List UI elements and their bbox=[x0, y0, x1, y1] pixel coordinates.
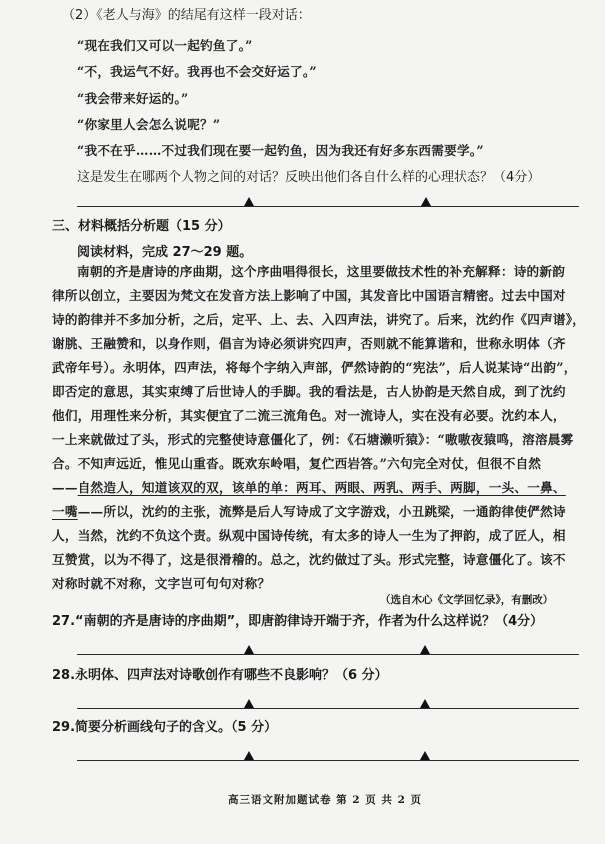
answer-marker-icon bbox=[244, 751, 254, 760]
passage-line-underlined-start bbox=[52, 480, 566, 496]
underlined-sentence-part1: 自然造人，知道该双的双，该单的单：两耳、两眼、两乳、两手、两脚，一头、一鼻、 bbox=[77, 480, 566, 495]
question-number: 29. bbox=[52, 720, 76, 735]
passage-line: 南朝的齐是唐诗的序曲期，这个序曲唱得很长，这里要做技术性的补充解释：诗的新韵 bbox=[77, 264, 566, 279]
answer-line bbox=[77, 654, 579, 655]
passage-line: 一上来就做过了头，形式的完整使诗意僵化了，例：《石塘濑听猿》：“嗷嗷夜猿鸣，溶溶晨雾 bbox=[52, 432, 574, 447]
dialogue-line-2: “不，我运气不好。我再也不会交好运了。” bbox=[77, 64, 317, 79]
answer-line bbox=[77, 760, 579, 761]
part2-question: 这是发生在哪两个人物之间的对话？反映出他们各自什么样的心理状态？（4分） bbox=[77, 170, 541, 185]
section3-heading: 三、材料概括分析题（15 分） bbox=[52, 219, 231, 234]
answer-marker-icon bbox=[244, 699, 254, 708]
part2-prompt: （2）《老人与海》的结尾有这样一段对话： bbox=[62, 8, 311, 23]
passage-line: 谢朓、王融赞和，以身作则，倡言为诗必须讲究四声，否则就不能算谐和，世称永明体（齐 bbox=[52, 336, 566, 351]
passage-line: 对称时就不对称，文字岂可句句对称？ bbox=[52, 576, 271, 591]
answer-marker-icon bbox=[420, 699, 430, 708]
question-28 bbox=[52, 668, 388, 684]
passage-line: 律所以创立，主要因为梵文在发音方法上影响了中国，其发音比中国语言精密。过去中国对 bbox=[52, 288, 566, 303]
section3-instruction: 阅读材料，完成 27～29 题。 bbox=[77, 245, 253, 260]
dialogue-line-4: “你家里人会怎么说呢？” bbox=[77, 117, 221, 132]
dialogue-line-3: “我会带来好运的。” bbox=[77, 91, 189, 106]
page-footer: 高三语文附加题试卷 第 2 页 共 2 页 bbox=[228, 794, 423, 806]
passage-line: 合。不知声远近，惟见山重沓。既欢东岭唱，复伫西岩答。”六句完全对仗，但很不自然 bbox=[52, 456, 542, 471]
question-text: 简要分析画线句子的含义。（5 分） bbox=[75, 720, 278, 735]
underlined-sentence-part2: 一嘴 bbox=[52, 504, 78, 519]
answer-marker-icon bbox=[421, 197, 431, 206]
passage-line: 武帝年号）。永明体，四声法，将每个字纳入声部，俨然诗韵的“宪法”，后人说某诗“出韵”， bbox=[52, 360, 577, 375]
passage-line: 互赞赏，以为不得了，这是很滑稽的。总之，沈约做过了头。形式完整，诗意僵化了。该不 bbox=[52, 552, 566, 567]
passage-line-underlined-end bbox=[52, 504, 566, 520]
question-text: 永明体、四声法对诗歌创作有哪些不良影响？（6 分） bbox=[75, 668, 388, 683]
question-number: 28. bbox=[52, 668, 76, 683]
passage-line: 他们，用理性来分析，其实便宜了二流三流角色。对一流诗人，实在没有必要。沈约本人， bbox=[52, 408, 566, 423]
passage-line: 诗的韵律并不多加分析，之后，定平、上、去、入四声法，讲究了。后来，沈约作《四声谱》， bbox=[52, 312, 586, 327]
answer-marker-icon bbox=[420, 645, 430, 654]
question-text: “南朝的齐是唐诗的序曲期”，即唐韵律诗开端于齐，作者为什么这样说？（4分） bbox=[75, 614, 544, 629]
line-suffix: ——所以，沈约的主张，流弊是后人写诗成了文字游戏，小丑跳梁，一通韵律使俨然诗 bbox=[77, 504, 566, 519]
question-27 bbox=[52, 614, 543, 630]
question-29 bbox=[52, 720, 277, 736]
passage-line: 即否定的意思，其实束缚了后世诗人的手脚。我的看法是，古人协韵是天然自成，到了沈约 bbox=[52, 384, 566, 399]
passage-source: （选自木心《文学回忆录》，有删改） bbox=[380, 594, 554, 606]
answer-line bbox=[77, 708, 579, 709]
dash-prefix: —— bbox=[52, 480, 78, 495]
answer-line bbox=[77, 206, 579, 207]
question-number: 27. bbox=[52, 614, 76, 629]
dialogue-line-5: “我不在乎……不过我们现在要一起钓鱼，因为我还有好多东西需要学。” bbox=[77, 143, 484, 158]
answer-marker-icon bbox=[244, 197, 254, 206]
answer-marker-icon bbox=[244, 645, 254, 654]
answer-marker-icon bbox=[420, 751, 430, 760]
dialogue-line-1: “现在我们又可以一起钓鱼了。” bbox=[77, 38, 253, 53]
passage-line: 人，当然，沈约不负这个责。纵观中国诗传统，有太多的诗人一生为了押韵，成了匠人，相 bbox=[52, 528, 566, 543]
